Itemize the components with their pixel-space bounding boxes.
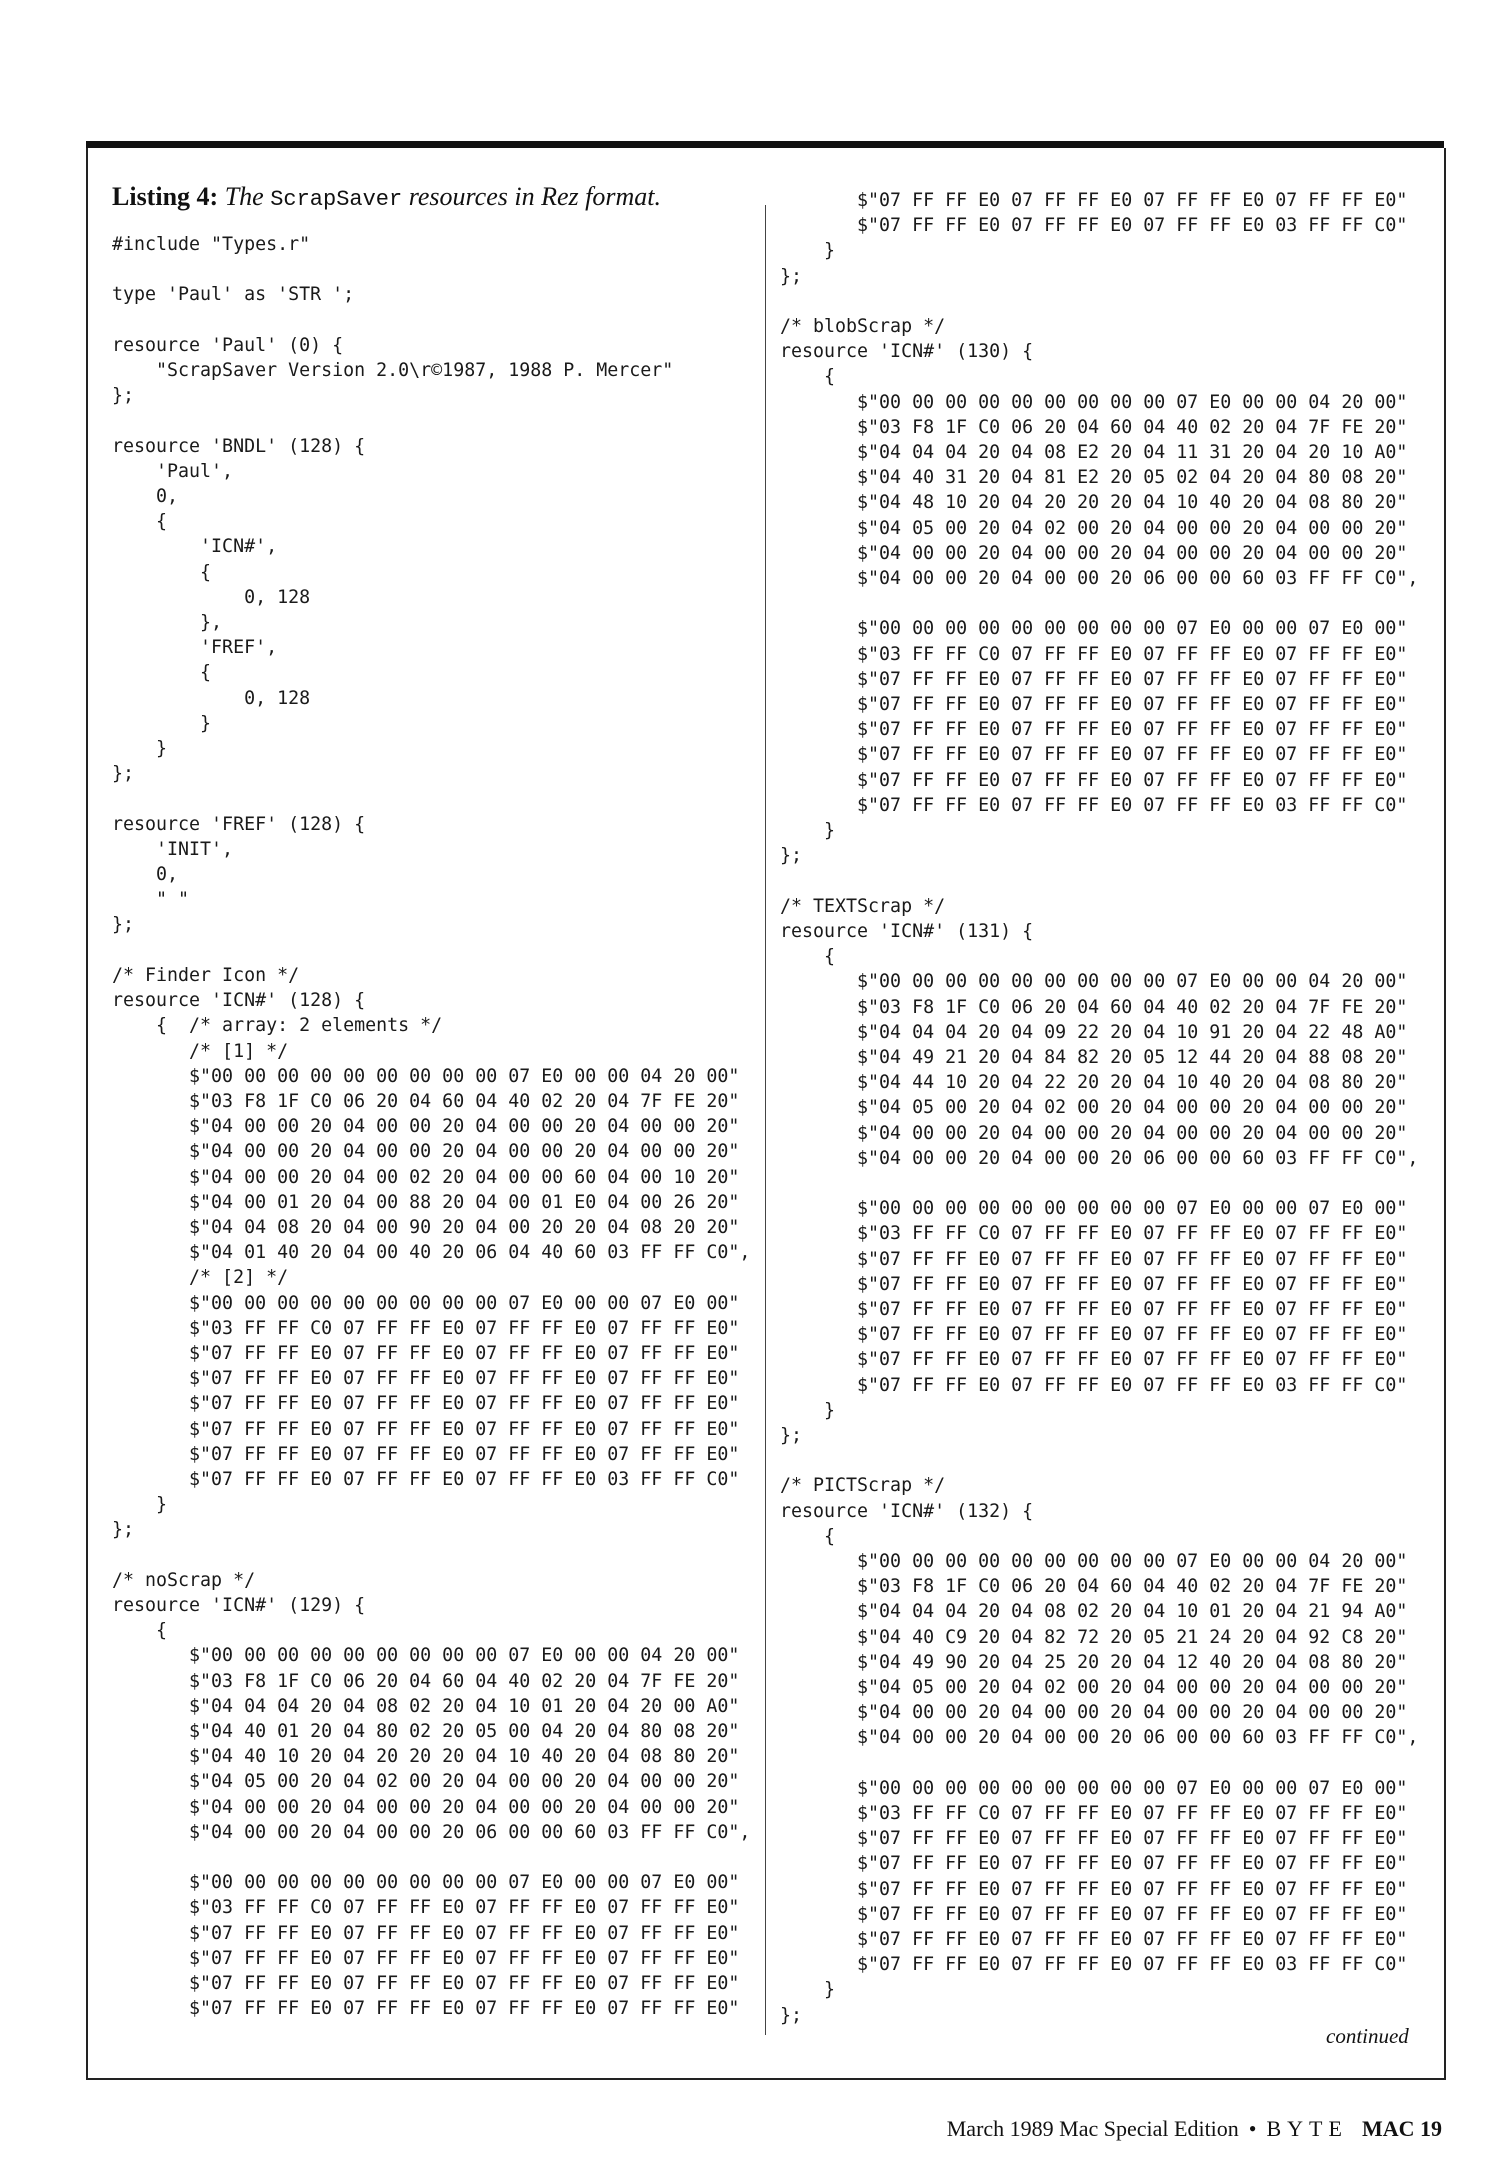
listing-desc-a: The — [224, 182, 264, 211]
listing-label: Listing 4: — [112, 182, 219, 211]
left-column — [112, 180, 752, 2021]
code-listing-left: #include "Types.r" type 'Paul' as 'STR '; resource 'Paul' (0) { "ScrapSaver Version 2.0\r©1987, 1988 P. Mercer" }; resource 'BNDL' (128) { 'Paul', 0, { 'ICN#', { 0, 128 }, 'FREF', { 0, 128 } } }; resource 'FREF' (128) { 'INIT', 0, " " }; /* Finder Icon */ resource 'ICN#' (128) { { /* array: 2 elements */ /* [1] */ $"00 00 00 00 00 00 00 00 00 07 E0 00 00 04 20 00" $"03 F8 1F C0 06 20 04 60 04 40 02 20 04 7F FE 20" $"04 00 00 20 04 00 00 20 04 00 00 20 04 00 00 20" $"04 00 00 20 04 00 00 20 04 00 00 20 04 00 00 20" $"04 00 00 20 04 00 02 20 04 00 00 60 04 00 10 20" $"04 00 01 20 04 00 88 20 04 00 01 E0 04 00 26 20" $"04 04 08 20 04 00 90 20 04 00 20 20 04 08 20 20" $"04 01 40 20 04 00 40 20 06 04 40 60 03 FF FF C0", /* [2] */ $"00 00 00 00 00 00 00 00 00 07 E0 00 00 07 E0 00" $"03 FF FF C0 07 FF FF E0 07 FF FF E0 07 FF FF E0" $"07 FF FF E0 07 FF FF E0 07 FF FF E0 07 FF FF E0" $"07 FF FF E0 07 FF FF E0 07 FF FF E0 07 FF FF E0" $"07 FF FF E0 07 FF FF E0 07 FF FF E0 07 FF FF E0" $"07 FF FF E0 07 FF FF E0 07 FF FF E0 07 FF FF E0" $"07 FF FF E0 07 FF FF E0 07 FF FF E0 07 FF FF E0" $"07 FF FF E0 07 FF FF E0 07 FF FF E0 03 FF FF C0" } }; /* noScrap */ resource 'ICN#' (129) { { $"00 00 00 00 00 00 00 00 00 07 E0 00 00 04 20 00" $"03 F8 1F C0 06 20 04 60 04 40 02 20 04 7F FE 20" $"04 04 04 20 04 08 02 20 04 10 01 20 04 20 00 A0" $"04 40 01 20 04 80 02 20 05 00 04 20 04 80 08 20" $"04 40 10 20 04 20 20 20 04 10 40 20 04 08 80 20" $"04 05 00 20 04 02 00 20 04 00 00 20 04 00 00 20" $"04 00 00 20 04 00 00 20 04 00 00 20 04 00 00 20" $"04 00 00 20 04 00 00 20 06 00 00 60 03 FF FF C0", $"00 00 00 00 00 00 00 00 00 07 E0 00 00 07 E0 00" $"03 FF FF C0 07 FF FF E0 07 FF FF E0 07 FF FF E0" $"07 FF FF E0 07 FF FF E0 07 FF FF E0 07 FF FF E0" $"07 FF FF E0 07 FF FF E0 07 FF FF E0 07 FF FF E0" $"07 FF FF E0 07 FF FF E0 07 FF FF E0 07 FF FF E0" $"07 FF FF E0 07 FF FF E0 07 FF FF E0 07 FF FF E0" — [112, 234, 751, 2020]
listing-caption — [112, 180, 752, 232]
page-footer — [947, 2116, 1442, 2142]
continued-note: continued — [1326, 2024, 1409, 2048]
footer-bullet: • — [1248, 2116, 1257, 2141]
column-divider — [765, 205, 766, 2035]
listing-desc-b: resources in Rez format. — [408, 182, 661, 211]
footer-magazine: BYTE — [1266, 2116, 1348, 2141]
code-listing-right: $"07 FF FF E0 07 FF FF E0 07 FF FF E0 07 FF FF E0" $"07 FF FF E0 07 FF FF E0 07 FF FF E0 03 FF FF C0" } }; /* blobScrap */ resource 'ICN#' (130) { { $"00 00 00 00 00 00 00 00 00 07 E0 00 00 04 20 00" $"03 F8 1F C0 06 20 04 60 04 40 02 20 04 7F FE 20" $"04 04 04 20 04 08 E2 20 04 11 31 20 04 20 10 A0" $"04 40 31 20 04 81 E2 20 05 02 04 20 04 80 08 20" $"04 48 10 20 04 20 20 20 04 10 40 20 04 08 80 20" $"04 05 00 20 04 02 00 20 04 00 00 20 04 00 00 20" $"04 00 00 20 04 00 00 20 04 00 00 20 04 00 00 20" $"04 00 00 20 04 00 00 20 06 00 00 60 03 FF FF C0", $"00 00 00 00 00 00 00 00 00 07 E0 00 00 07 E0 00" $"03 FF FF C0 07 FF FF E0 07 FF FF E0 07 FF FF E0" $"07 FF FF E0 07 FF FF E0 07 FF FF E0 07 FF FF E0" $"07 FF FF E0 07 FF FF E0 07 FF FF E0 07 FF FF E0" $"07 FF FF E0 07 FF FF E0 07 FF FF E0 07 FF FF E0" $"07 FF FF E0 07 FF FF E0 07 FF FF E0 07 FF FF E0" $"07 FF FF E0 07 FF FF E0 07 FF FF E0 07 FF FF E0" $"07 FF FF E0 07 FF FF E0 07 FF FF E0 03 FF FF C0" } }; /* TEXTScrap */ resource 'ICN#' (131) { { $"00 00 00 00 00 00 00 00 00 07 E0 00 00 04 20 00" $"03 F8 1F C0 06 20 04 60 04 40 02 20 04 7F FE 20" $"04 04 04 20 04 09 22 20 04 10 91 20 04 22 48 A0" $"04 49 21 20 04 84 82 20 05 12 44 20 04 88 08 20" $"04 44 10 20 04 22 20 20 04 10 40 20 04 08 80 20" $"04 05 00 20 04 02 00 20 04 00 00 20 04 00 00 20" $"04 00 00 20 04 00 00 20 04 00 00 20 04 00 00 20" $"04 00 00 20 04 00 00 20 06 00 00 60 03 FF FF C0", $"00 00 00 00 00 00 00 00 00 07 E0 00 00 07 E0 00" $"03 FF FF C0 07 FF FF E0 07 FF FF E0 07 FF FF E0" $"07 FF FF E0 07 FF FF E0 07 FF FF E0 07 FF FF E0" $"07 FF FF E0 07 FF FF E0 07 FF FF E0 07 FF FF E0" $"07 FF FF E0 07 FF FF E0 07 FF FF E0 07 FF FF E0" $"07 FF FF E0 07 FF FF E0 07 FF FF E0 07 FF FF E0" $"07 FF FF E0 07 FF FF E0 07 FF FF E0 07 FF FF E0" $"07 FF FF E0 07 FF FF E0 07 FF FF E0 03 FF FF C0" } }; /* PICTScrap */ resource 'ICN#' (132) { { $"00 00 00 00 00 00 00 00 00 07 E0 00 00 04 20 00" $"03 F8 1F C0 06 20 04 60 04 40 02 20 04 7F FE 20" $"04 04 04 20 04 08 02 20 04 10 01 20 04 21 94 A0" $"04 40 C9 20 04 82 72 20 05 21 24 20 04 92 C8 20" $"04 49 90 20 04 25 20 20 04 12 40 20 04 08 80 20" $"04 05 00 20 04 02 00 20 04 00 00 20 04 00 00 20" $"04 00 00 20 04 00 00 20 04 00 00 20 04 00 00 20" $"04 00 00 20 04 00 00 20 06 00 00 60 03 FF FF C0", $"00 00 00 00 00 00 00 00 00 07 E0 00 00 07 E0 00" $"03 FF FF C0 07 FF FF E0 07 FF FF E0 07 FF FF E0" $"07 FF FF E0 07 FF FF E0 07 FF FF E0 07 FF FF E0" $"07 FF FF E0 07 FF FF E0 07 FF FF E0 07 FF FF E0" $"07 FF FF E0 07 FF FF E0 07 FF FF E0 07 FF FF E0" $"07 FF FF E0 07 FF FF E0 07 FF FF E0 07 FF FF E0" $"07 FF FF E0 07 FF FF E0 07 FF FF E0 07 FF FF E0" $"07 FF FF E0 07 FF FF E0 07 FF FF E0 03 FF FF C0" } }; — [780, 190, 1419, 2026]
right-column — [780, 188, 1420, 2028]
footer-issue: March 1989 Mac Special Edition — [946, 2116, 1239, 2141]
footer-page-number: MAC 19 — [1361, 2116, 1442, 2141]
top-rule — [86, 141, 1444, 148]
listing-desc-mono: ScrapSaver — [270, 187, 403, 212]
